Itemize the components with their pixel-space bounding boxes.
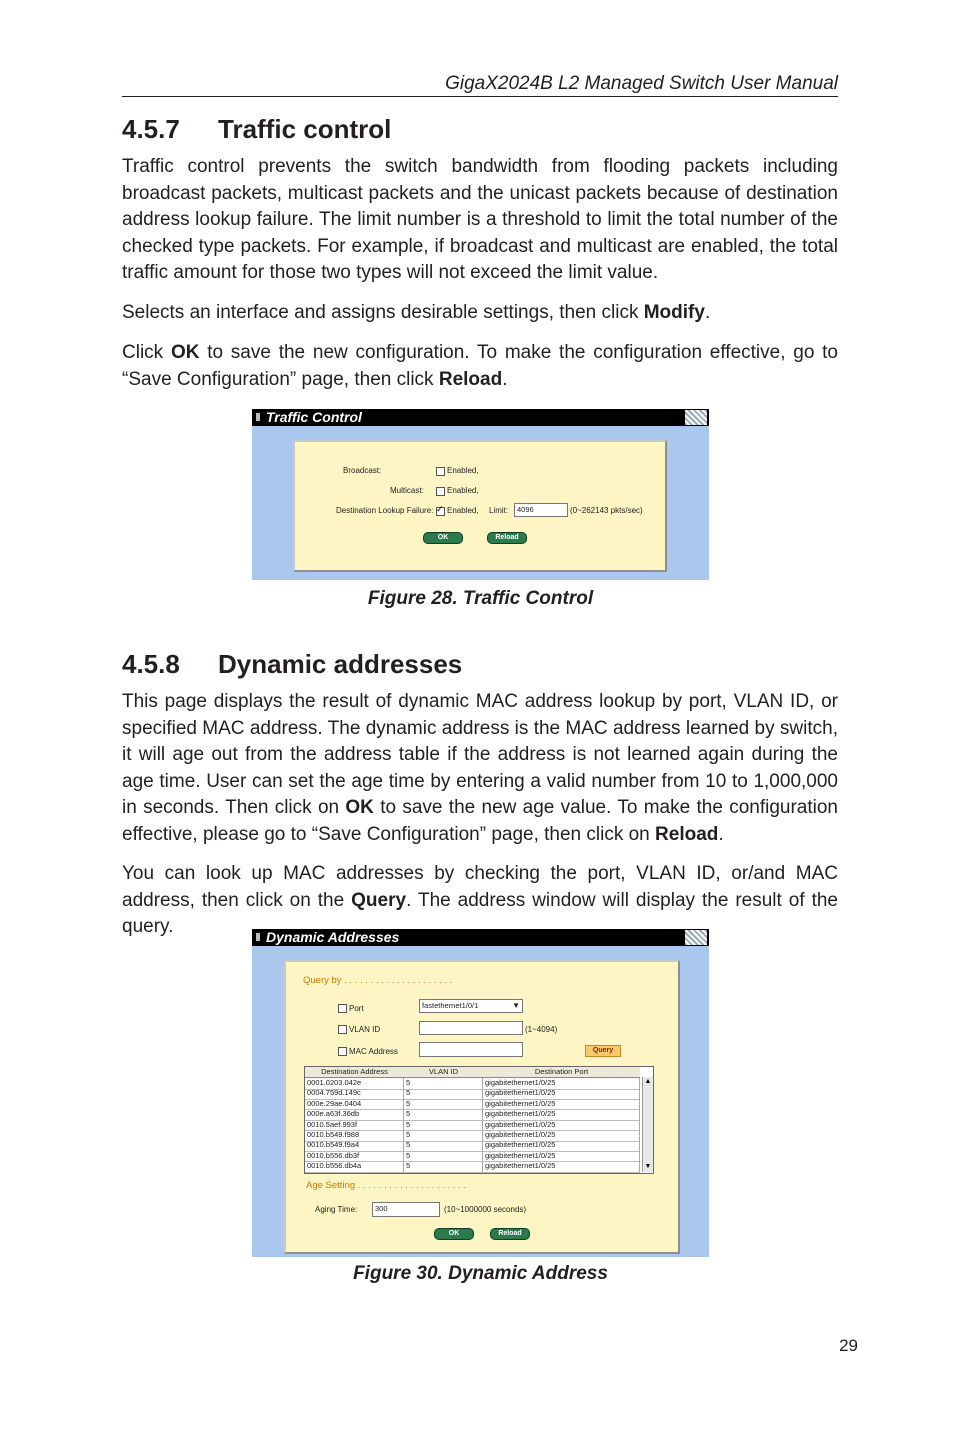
row-vlan-id: 5 bbox=[404, 1151, 483, 1162]
row-vlan-id: 5 bbox=[404, 1088, 483, 1099]
vlan-range-hint: (1~4094) bbox=[525, 1025, 558, 1034]
vlan-input[interactable] bbox=[419, 1021, 523, 1035]
row-mac-address: 0004.759d.149c bbox=[305, 1088, 404, 1099]
window-logo-icon bbox=[685, 930, 707, 945]
mac-checkbox[interactable] bbox=[338, 1047, 347, 1056]
query-by-heading: Query by . . . . . . . . . . . . . . . . . . . . . bbox=[303, 975, 453, 986]
broadcast-checkbox[interactable] bbox=[436, 467, 445, 476]
para-bold-ok: OK bbox=[170, 342, 200, 363]
section-457-paragraph-1: Traffic control prevents the switch bandwidth from flooding packets including broadcast packets, multicast packets and the unicast packets because of destination address lookup failure. The limit number is a threshold to limit the total number of the checked type packets. For example, if broadcast and multicast are enabled, the total traffic amount for those two types will not exceed the limit value. bbox=[122, 156, 838, 283]
reload-button[interactable]: Reload bbox=[487, 532, 527, 544]
section-457-paragraph-2 bbox=[122, 300, 838, 327]
row-mac-address: 0010.b556.db4a bbox=[305, 1161, 404, 1172]
window-titlebar bbox=[252, 409, 709, 426]
limit-label: Limit: bbox=[489, 506, 509, 515]
row-port: gigabitethernet1/0/25 bbox=[483, 1078, 640, 1089]
multicast-checkbox[interactable] bbox=[436, 487, 445, 496]
para-bold-reload: Reload bbox=[655, 823, 719, 845]
row-vlan-id: 5 bbox=[404, 1120, 483, 1131]
dropdown-arrow-icon: ▼ bbox=[512, 1001, 520, 1010]
row-port: gigabitethernet1/0/25 bbox=[483, 1130, 640, 1141]
dlf-label: Destination Lookup Failure: bbox=[336, 506, 434, 515]
aging-time-label: Aging Time: bbox=[315, 1205, 358, 1214]
table-row[interactable] bbox=[305, 1161, 640, 1173]
row-vlan-id: 5 bbox=[404, 1099, 483, 1110]
traffic-control-screenshot bbox=[252, 409, 709, 580]
multicast-label: Multicast: bbox=[390, 486, 424, 495]
section-457-paragraph-3 bbox=[122, 340, 838, 393]
vlan-checkbox[interactable] bbox=[338, 1025, 347, 1034]
age-setting-heading: Age Setting . . . . . . . . . . . . . . . . . . . . . bbox=[306, 1180, 466, 1191]
reload-button[interactable]: Reload bbox=[490, 1228, 530, 1240]
row-mac-address: 0001.0203.042e bbox=[305, 1078, 404, 1089]
para-bold-query: Query bbox=[351, 889, 407, 911]
row-port: gigabitethernet1/0/25 bbox=[483, 1161, 640, 1172]
broadcast-enabled-label: Enabled, bbox=[447, 466, 479, 475]
para-text: to save the new configuration. To make the configuration effective, go to “Save Configuration” page, then click bbox=[122, 342, 838, 390]
figure-28-caption: Figure 28. Traffic Control bbox=[367, 588, 594, 609]
para-text: Click bbox=[122, 342, 171, 363]
para-bold-reload: Reload bbox=[438, 368, 503, 390]
section-457-number: 4.5.7 bbox=[122, 114, 180, 144]
row-port: gigabitethernet1/0/25 bbox=[483, 1109, 640, 1120]
section-458-heading bbox=[122, 649, 462, 680]
col-header-destination[interactable]: Destination Address bbox=[305, 1067, 405, 1078]
port-checkbox[interactable] bbox=[338, 1004, 347, 1013]
traffic-settings-panel bbox=[293, 440, 667, 572]
title-bullet-icon bbox=[256, 413, 260, 421]
limit-input[interactable]: 4096 bbox=[514, 503, 568, 517]
port-select-value: fastethernet1/0/1 bbox=[422, 1001, 479, 1010]
row-port: gigabitethernet1/0/25 bbox=[483, 1151, 640, 1162]
para-text: You can look up MAC addresses by checking the port, VLAN ID, or/and MAC address, then click on the bbox=[122, 863, 838, 911]
table-scrollbar[interactable] bbox=[642, 1077, 653, 1172]
col-header-port[interactable]: Destination Port bbox=[483, 1067, 640, 1078]
para-text: This page displays the result of dynamic MAC address lookup by port, VLAN ID, or specified MAC address. The dynamic address is the MAC address learned by switch, it will age out from the address table if the address is not learned again during the age time. User can set the age time by entering a valid number from 10 to 1,000,000 in seconds. Then click on bbox=[122, 691, 838, 818]
aging-range-hint: (10~1000000 seconds) bbox=[444, 1205, 527, 1214]
col-header-vlan[interactable]: VLAN ID bbox=[404, 1067, 484, 1078]
dynamic-addresses-screenshot bbox=[252, 929, 709, 1257]
address-table bbox=[304, 1066, 654, 1174]
broadcast-label: Broadcast: bbox=[343, 466, 382, 475]
window-titlebar bbox=[252, 929, 709, 946]
running-header: GigaX2024B L2 Managed Switch User Manual bbox=[122, 72, 838, 97]
aging-time-input[interactable]: 300 bbox=[372, 1202, 440, 1217]
para-bold-modify: Modify bbox=[643, 302, 705, 323]
row-vlan-id: 5 bbox=[404, 1140, 483, 1151]
dynamic-addresses-panel bbox=[284, 960, 680, 1254]
section-458-paragraph-1 bbox=[122, 689, 838, 848]
ok-button[interactable]: OK bbox=[434, 1228, 474, 1240]
window-logo-icon bbox=[685, 410, 707, 425]
row-vlan-id: 5 bbox=[404, 1078, 483, 1089]
vlan-label: VLAN ID bbox=[349, 1025, 381, 1034]
row-vlan-id: 5 bbox=[404, 1130, 483, 1141]
section-458-title: Dynamic addresses bbox=[218, 649, 463, 679]
para-text: to save the new age value. To make the configuration effective, please go to “Save Configuration” page, then click on bbox=[122, 797, 838, 845]
ok-button[interactable]: OK bbox=[423, 532, 463, 544]
row-mac-address: 000e.29ae.0404 bbox=[305, 1099, 404, 1110]
multicast-enabled-label: Enabled, bbox=[447, 486, 479, 495]
para-text: . bbox=[502, 368, 508, 390]
section-458-number: 4.5.8 bbox=[122, 649, 180, 679]
figure-30-caption: Figure 30. Dynamic Address bbox=[353, 1263, 608, 1284]
limit-range-hint: (0~262143 pkts/sec) bbox=[570, 506, 643, 515]
port-label: Port bbox=[349, 1004, 364, 1013]
row-mac-address: 000e.a63f.36db bbox=[305, 1109, 404, 1120]
row-port: gigabitethernet1/0/25 bbox=[483, 1088, 640, 1099]
scroll-up-icon[interactable]: ▲ bbox=[644, 1078, 652, 1085]
para-bold-ok: OK bbox=[345, 797, 374, 818]
query-button[interactable]: Query bbox=[585, 1045, 621, 1057]
row-mac-address: 0010.5aef.993f bbox=[305, 1120, 404, 1131]
para-text: . bbox=[718, 823, 724, 845]
section-457-title: Traffic control bbox=[218, 114, 392, 144]
row-mac-address: 0010.b549.f988 bbox=[305, 1130, 404, 1141]
para-text: . The address window will display the result of the query. bbox=[122, 889, 838, 937]
para-text: Selects an interface and assigns desirable settings, then click bbox=[122, 302, 644, 323]
scroll-down-icon[interactable]: ▼ bbox=[644, 1163, 652, 1170]
row-mac-address: 0010.b556.db3f bbox=[305, 1151, 404, 1162]
row-port: gigabitethernet1/0/25 bbox=[483, 1120, 640, 1131]
row-mac-address: 0010.b549.f9a4 bbox=[305, 1140, 404, 1151]
section-457-heading bbox=[122, 114, 391, 145]
window-title: Traffic Control bbox=[266, 409, 362, 425]
row-vlan-id: 5 bbox=[404, 1109, 483, 1120]
row-port: gigabitethernet1/0/25 bbox=[483, 1140, 640, 1151]
page-number: 29 bbox=[839, 1336, 858, 1355]
row-vlan-id: 5 bbox=[404, 1161, 483, 1172]
row-port: gigabitethernet1/0/25 bbox=[483, 1099, 640, 1110]
port-select[interactable] bbox=[419, 999, 523, 1013]
para-text: . bbox=[704, 302, 711, 323]
window-title: Dynamic Addresses bbox=[266, 929, 400, 945]
dlf-enabled-label: Enabled, bbox=[447, 506, 479, 515]
title-bullet-icon bbox=[256, 933, 260, 941]
mac-label: MAC Address bbox=[349, 1047, 398, 1056]
mac-input[interactable] bbox=[419, 1042, 523, 1057]
dlf-checkbox[interactable] bbox=[436, 507, 445, 516]
